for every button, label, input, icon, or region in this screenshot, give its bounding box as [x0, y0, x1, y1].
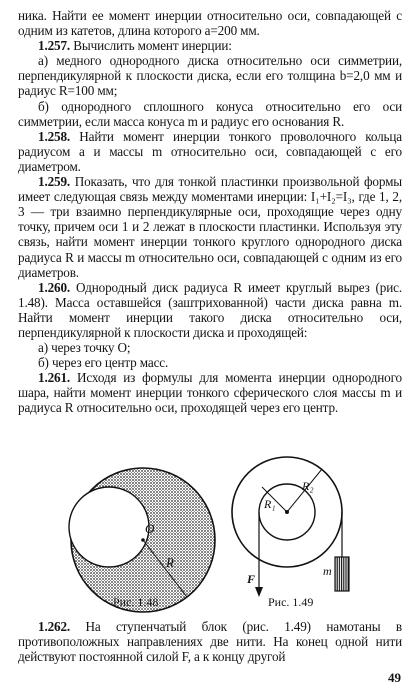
- problem-number: 1.261.: [38, 370, 71, 386]
- label-r1: R₁: [264, 497, 276, 511]
- problem-text: На ступенчатый блок (рис. 1.49) намотаны в противоположных направлениях две нити. На конец одной нити действуют постоянной силой F, а к концу другой: [18, 619, 402, 665]
- label-r: R: [166, 555, 174, 570]
- page-number: 49: [388, 670, 401, 685]
- problem-1-261: [18, 370, 402, 415]
- figures-svg: [0, 455, 418, 615]
- problem-1-257: [18, 38, 402, 53]
- problem-1-262: [18, 619, 402, 664]
- bottom-text: [18, 619, 402, 664]
- problem-number: 1.260.: [38, 279, 71, 295]
- problem-1-257-a: а) медного однородного диска относительно оси симметрии, перпендикулярной к плоскости диска, если его толщина b=2,0 мм и радиус R=100 мм;: [18, 53, 402, 99]
- problem-text: Найти момент инерции тонкого проволочного кольца радиусом a и массы m относительно оси, совпадающей с его диаметром.: [18, 128, 402, 174]
- problem-1-257-b: б) однородного сплошного конуса относительно его оси симметрии, если масса конуса m и радиус его основания R.: [18, 98, 402, 129]
- force-arrow-icon: [255, 587, 263, 597]
- cutout-hole: [69, 487, 149, 567]
- caption-fig-1-48: Рис. 1.48: [113, 595, 159, 609]
- problem-text: Однородный диск радиуса R имеет круглый вырез (рис. 1.48). Масса оставшейся (заштрихованной) части диска равна m. Найти момент инерции такого диска относительно оси, перпендикулярной к плоскости диска и проходящей:: [18, 279, 402, 340]
- problem-1-259: [18, 174, 402, 280]
- problem-1-260: [18, 280, 402, 340]
- problem-number: 1.259.: [38, 174, 71, 190]
- label-m: m: [323, 564, 332, 578]
- figures-area: [0, 455, 418, 615]
- problem-number: 1.262.: [38, 619, 71, 634]
- paragraph-continuation: ника. Найти ее момент инерции относительно оси, совпадающей с одним из катетов, длина которого a=200 мм.: [18, 8, 402, 39]
- caption-fig-1-49: Рис. 1.49: [268, 595, 314, 609]
- problem-1-260-a: а) через точку O;: [38, 340, 131, 356]
- figure-1-48: [69, 468, 215, 612]
- problem-text: Показать, что для тонкой пластинки произвольной формы имеет следующая связь между моментами инерции: I₁+I₂=I₃, где 1, 2, 3 — три взаимно перпендикулярные оси, проходящие через одну точку, причем оси 1 и 2 лежат в плоскости пластинки. Используя эту связь, найти момент инерции тонкого круглого однородного диска радиуса R и массы m относительно оси, совпадающей с одним из его диаметров.: [18, 174, 402, 280]
- mass-block: [335, 557, 349, 591]
- label-r2: R₂: [302, 479, 314, 493]
- problem-1-260-b: б) через его центр масс.: [38, 355, 169, 371]
- problem-1-258: [18, 129, 402, 174]
- problem-text: Исходя из формулы для момента инерции однородного шара, найти момент инерции тонкого сферического слоя массы m и радиуса R относительно оси, проходящей через его центр.: [18, 370, 402, 416]
- problem-text: Вычислить момент инерции:: [70, 38, 232, 54]
- label-f: F: [247, 572, 256, 586]
- label-o: O: [145, 521, 155, 536]
- problem-number: 1.257.: [38, 38, 71, 54]
- problem-number: 1.258.: [38, 128, 71, 144]
- main-text: [18, 8, 402, 416]
- figure-1-49: [232, 457, 349, 597]
